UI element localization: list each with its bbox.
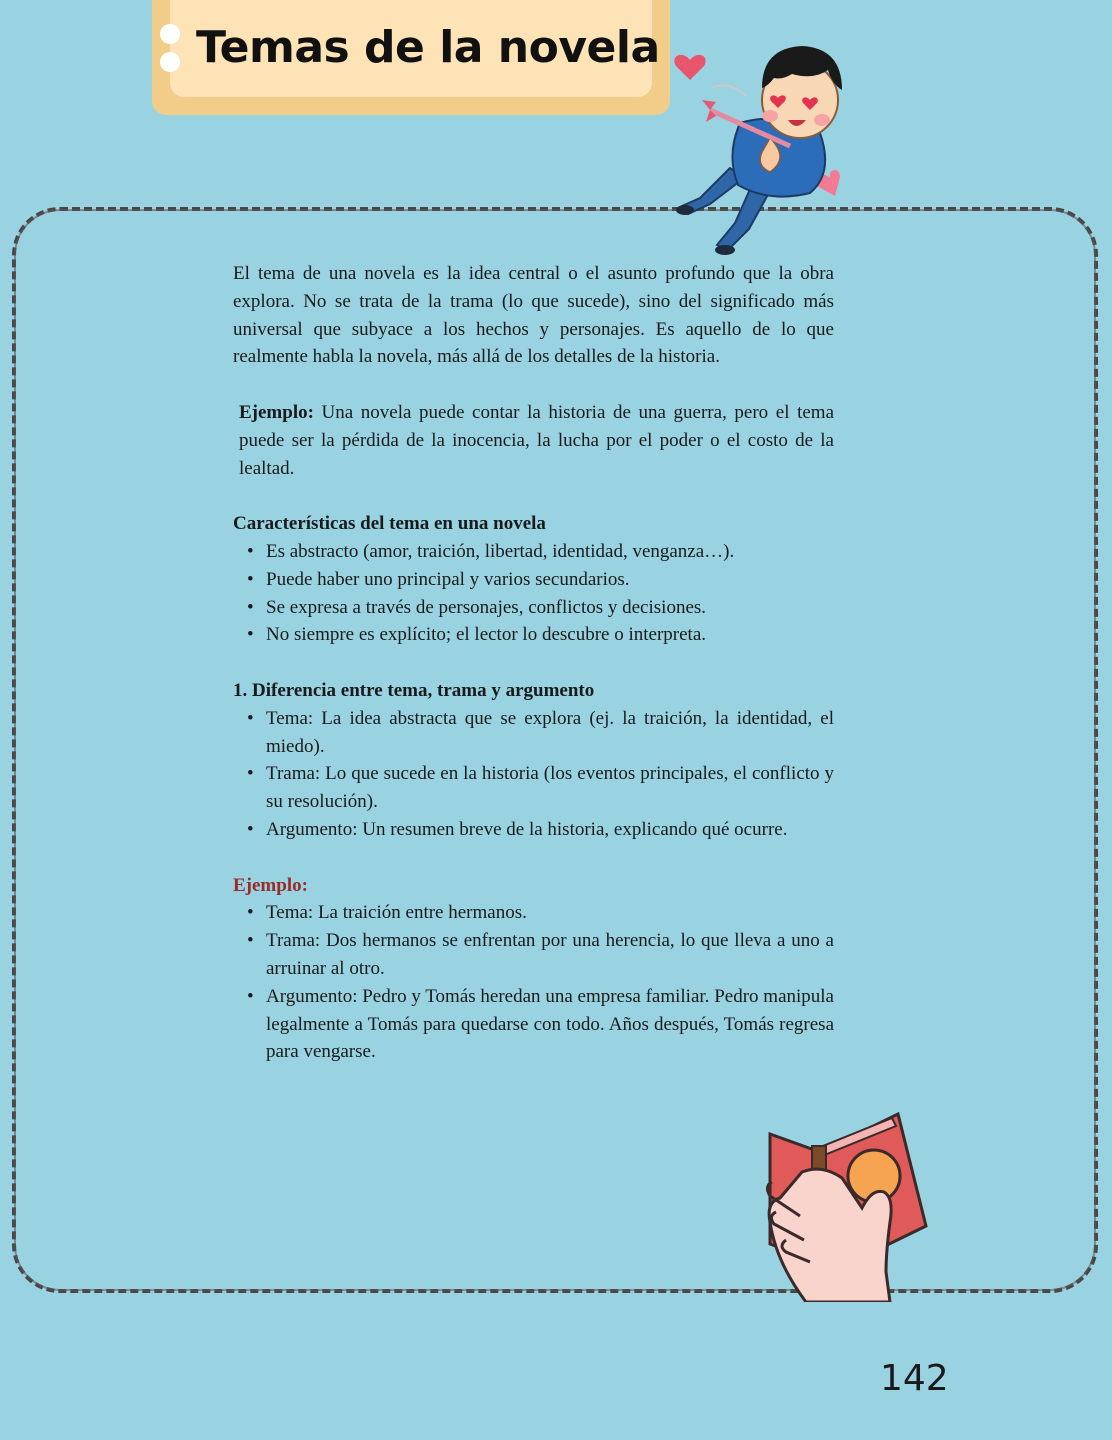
- page-number: 142: [880, 1358, 949, 1399]
- example-paragraph: [233, 399, 834, 482]
- list-item: • Argumento: Un resumen breve de la historia, explicando qué ocurre.: [266, 816, 834, 844]
- list-item: • Trama: Dos hermanos se enfrentan por una herencia, lo que lleva a uno a arruinar al otro.: [266, 927, 834, 983]
- title-dot: [160, 52, 180, 72]
- example2-list: [233, 899, 834, 1066]
- list-item: • Trama: Lo que sucede en la historia (los eventos principales, el conflicto y su resolución).: [266, 760, 834, 816]
- page-title: Temas de la novela: [196, 22, 660, 73]
- characteristics-heading: Características del tema en una novela: [233, 513, 546, 535]
- main-text: [233, 260, 834, 1066]
- list-item: • Tema: La idea abstracta que se explora (ej. la traición, la identidad, el miedo).: [266, 705, 834, 761]
- motion-line: [712, 85, 746, 96]
- heart-icon: [674, 55, 705, 80]
- example-text: Una novela puede contar la historia de una guerra, pero el tema puede ser la pérdida de la inocencia, la lucha por el poder o el costo de la lealtad.: [239, 401, 835, 479]
- book-in-hands-illustration: [762, 1112, 932, 1302]
- list-item: • Puede haber uno principal y varios secundarios.: [266, 566, 834, 594]
- example-label: Ejemplo:: [239, 401, 314, 423]
- list-item: • Argumento: Pedro y Tomás heredan una empresa familiar. Pedro manipula legalmente a Tomás para quedarse con todo. Años después, Tomás regresa para vengarse.: [266, 983, 834, 1066]
- difference-list: [233, 705, 834, 844]
- list-item: • Tema: La traición entre hermanos.: [266, 899, 834, 927]
- intro-paragraph: El tema de una novela es la idea central o el asunto profundo que la obra explora. No se trata de la trama (lo que sucede), sino del significado más universal que subyace a los hechos y personajes. Es aquello de lo que realmente habla la novela, más allá de los detalles de la historia.: [233, 263, 834, 368]
- title-dot: [160, 24, 180, 44]
- characteristics-list: [233, 538, 834, 649]
- boy-in-love-illustration: [670, 28, 870, 263]
- list-item: • Es abstracto (amor, traición, libertad, identidad, venganza…).: [266, 538, 834, 566]
- list-item: • No siempre es explícito; el lector lo descubre o interpreta.: [266, 621, 834, 649]
- list-item: • Se expresa a través de personajes, conflictos y decisiones.: [266, 594, 834, 622]
- example2-label: Ejemplo:: [233, 874, 308, 896]
- difference-heading: 1. Diferencia entre tema, trama y argumento: [233, 679, 595, 701]
